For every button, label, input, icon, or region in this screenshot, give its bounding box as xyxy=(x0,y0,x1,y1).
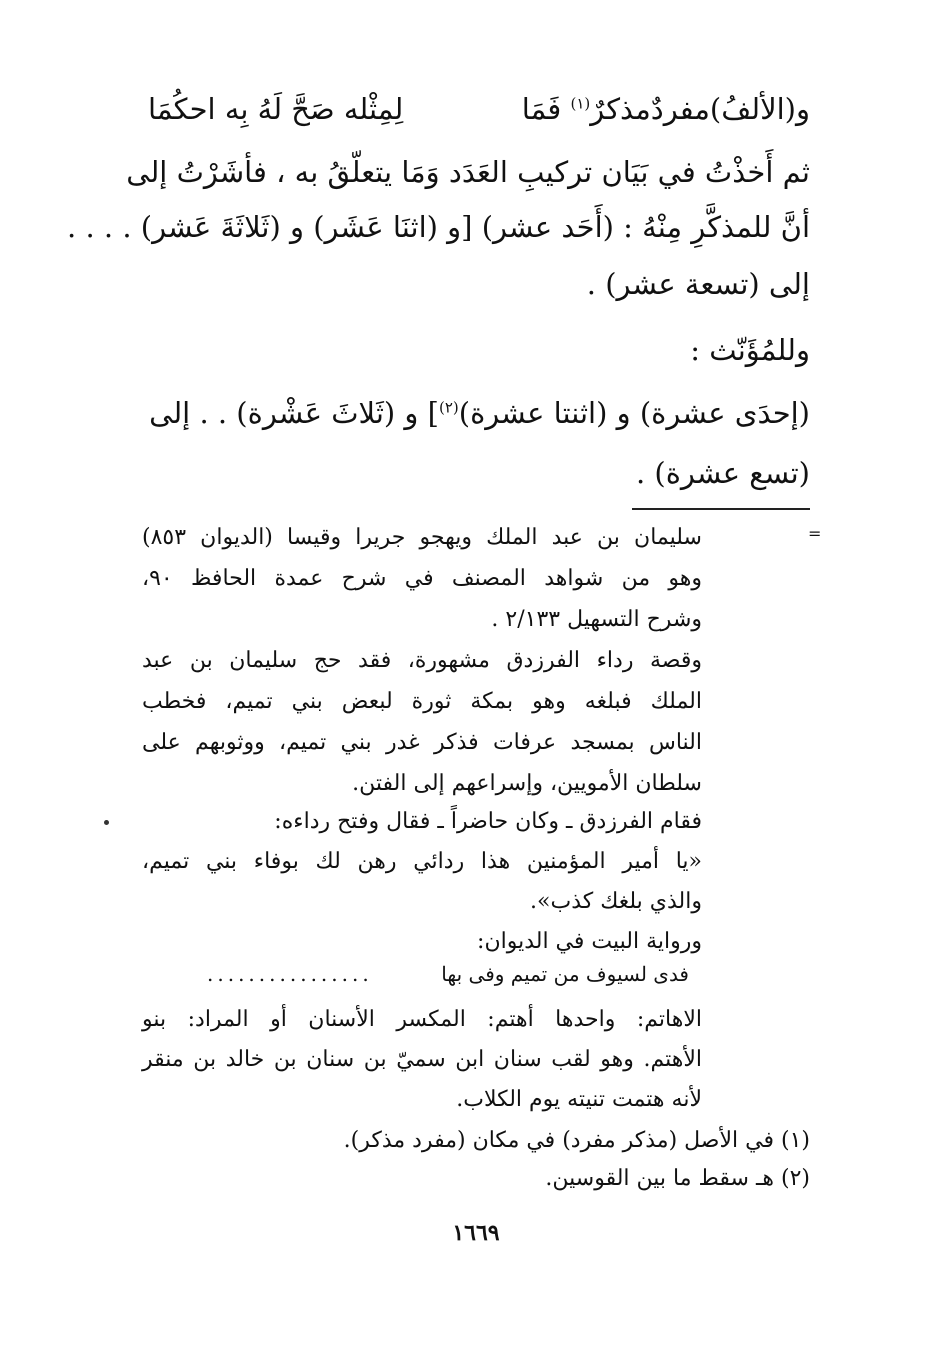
footnote-line: الاهاتم: واحدها أهتم: المكسر الأسنان أو المراد: بنو xyxy=(142,1007,702,1032)
note-2: (٢) هـ سقط ما بين القوسين. xyxy=(545,1166,810,1191)
footnote-line: لأنه هتمت تنيته يوم الكلاب. xyxy=(456,1087,702,1112)
main-text-line-1: ثم أَخذْتُ في بَيَان تركيبِ العَدَد وَمَا يتعلّقُ به ، فأشَرْتُ إلى xyxy=(126,155,810,189)
feminine-line-start: (إحدَى عشرة) و (اثنتا عشرة) xyxy=(458,396,810,430)
footnote-line: وهو من شواهد المصنف في شرح عمدة الحافظ ٩٠، xyxy=(142,566,702,591)
footnote-line: فقام الفرزدق ـ وكان حاضراً ـ فقال وفتح رداءه: xyxy=(274,809,702,834)
verse-line xyxy=(140,92,810,132)
footnote-line: وشرح التسهيل ٢/١٣٣ . xyxy=(491,607,702,632)
footnote-ref-2: (٢) xyxy=(438,398,459,417)
footnote-line: «يا أمير المؤمنين هذا ردائي رهن لك بوفاء بني تميم، xyxy=(142,849,702,874)
poem-fragment xyxy=(137,962,697,996)
footnote-ref-1: (١) xyxy=(570,94,591,113)
feminine-heading: وللمُؤَنّث : xyxy=(690,333,810,367)
footnote-line: سلطان الأمويين، وإسراعهم إلى الفتن. xyxy=(352,771,702,796)
verse-first-end: فَمَا xyxy=(521,92,571,126)
main-text-line-2: أنَّ للمذكَّرِ مِنْهُ : (أَحَد عشر) [و (اثنَا عَشَر) و (ثَلاثَةَ عَشر) . . . . xyxy=(67,210,810,244)
verse-first-hemistich xyxy=(522,92,810,126)
footnote-line: وقصة رداء الفرزدق مشهورة، فقد حج سليمان بن عبد xyxy=(142,648,702,673)
footnote-line: الملك فبلغه وهو بمكة ثورة لبعض بني تميم، فخطب xyxy=(142,689,702,714)
footnote-line: والذي بلغك كذب». xyxy=(530,889,702,914)
feminine-end-line: (تسع عشرة) . xyxy=(635,456,810,490)
page-number: ١٦٦٩ xyxy=(452,1220,500,1246)
feminine-line xyxy=(140,393,810,433)
stray-dot xyxy=(104,820,109,825)
poem-fragment-text: فدى لسيوف من تميم وفى بها xyxy=(441,962,689,986)
footnote-line: الأهتم. وهو لقب سنان ابن سميّ بن سنان بن خالد بن منقر xyxy=(142,1047,702,1072)
poem-fragment-ellipsis: ................ xyxy=(207,962,373,986)
feminine-line-end: ] و (ثَلاثَ عَشْرة) . . إلى xyxy=(149,396,439,430)
main-text-line-3: إلى (تسعة عشر) . xyxy=(586,267,810,301)
continuation-mark: = xyxy=(808,524,822,543)
footnote-separator xyxy=(632,508,810,510)
note-1: (١) في الأصل (مذكر مفرد) في مكان (مفرد مذكر). xyxy=(343,1128,810,1153)
verse-first-text: و(الألفُ)مفردٌمذكرٌ xyxy=(590,92,810,126)
footnote-line: سليمان بن عبد الملك ويهجو جريرا وقيسا (الديوان ٨٥٣) xyxy=(142,525,702,550)
footnote-line: الناس بمسجد عرفات فذكر غدر بني تميم، ووثوبهم على xyxy=(142,730,702,755)
verse-second-hemistich: لِمِثْله صَحَّ لَهُ بِه احكُمَا xyxy=(148,92,404,126)
footnote-line: ورواية البيت في الديوان: xyxy=(477,929,702,954)
